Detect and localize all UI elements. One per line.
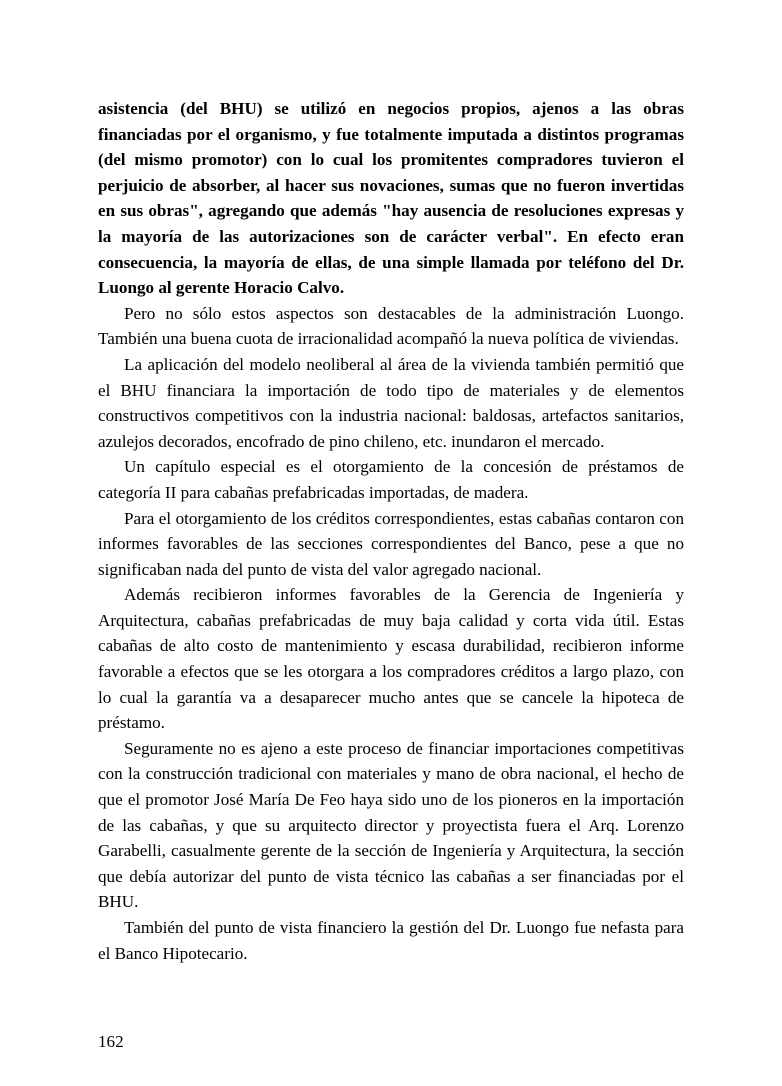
paragraph-7: Seguramente no es ajeno a este proceso de financiar importaciones competitivas con la construcción tradicional con materiales y mano de obra nacional, el hecho de que el promotor José María De Feo haya sido uno de los pioneros en la importación de las cabañas, y que su arquitecto director y proyectista fuera el Arq. Lorenzo Garabelli, casualmente gerente de la sección de Ingeniería y Arquitectura, la sección que debía autorizar del punto de vista técnico las cabañas a ser financiadas por el BHU.: [98, 738, 684, 912]
paragraph-8: También del punto de vista financiero la gestión del Dr. Luongo fue nefasta para el Banco Hipotecario.: [98, 918, 684, 963]
paragraph-2: Pero no sólo estos aspectos son destacables de la administración Luongo. También una buena cuota de irracionalidad acompañó la nueva política de viviendas.: [98, 303, 684, 349]
paragraph-5: Para el otorgamiento de los créditos correspondientes, estas cabañas contaron con informes favorables de las secciones correspondientes del Banco, pese a que no significaban nada del punto de vista del valor agregado nacional.: [98, 508, 684, 579]
page-number: 162: [98, 1032, 124, 1051]
paragraph-6: Además recibieron informes favorables de la Gerencia de Ingeniería y Arquitectura, cabañas prefabricadas de muy baja calidad y corta vida útil. Estas cabañas de alto costo de mantenimiento y escasa durabilidad, recibieron informe favorable a efectos que se les otorgara a los compradores créditos a largo plazo, con lo cual la garantía va a desaparecer mucho antes que se cancele la hipoteca de préstamo.: [98, 585, 684, 733]
paragraph-4: Un capítulo especial es el otorgamiento de la concesión de préstamos de categoría II para cabañas prefabricadas importadas, de madera.: [98, 457, 684, 502]
paragraph-1: asistencia (del BHU) se utilizó en negocios propios, ajenos a las obras financiadas por el organismo, y fue totalmente imputada a distintos programas (del mismo promotor) con lo cual los promitentes compradores tuvieron el perjuicio de absorber, al hacer sus novaciones, sumas que no fueron invertidas en sus obras", agregando que además "hay ausencia de resoluciones expresas y la mayoría de las autorizaciones son de carácter verbal". En efecto eran consecuencia, la mayoría de ellas, de una simple llamada por teléfono del Dr. Luongo al gerente Horacio Calvo.: [98, 99, 684, 298]
paragraph-3: La aplicación del modelo neoliberal al área de la vivienda también permitió que el BHU financiara la importación de todo tipo de materiales y de elementos constructivos competitivos con la industria nacional: baldosas, artefactos sanitarios, azulejos decorados, encofrado de pino chileno, etc. inundaron el mercado.: [98, 354, 684, 451]
body-text-column: [98, 96, 684, 966]
